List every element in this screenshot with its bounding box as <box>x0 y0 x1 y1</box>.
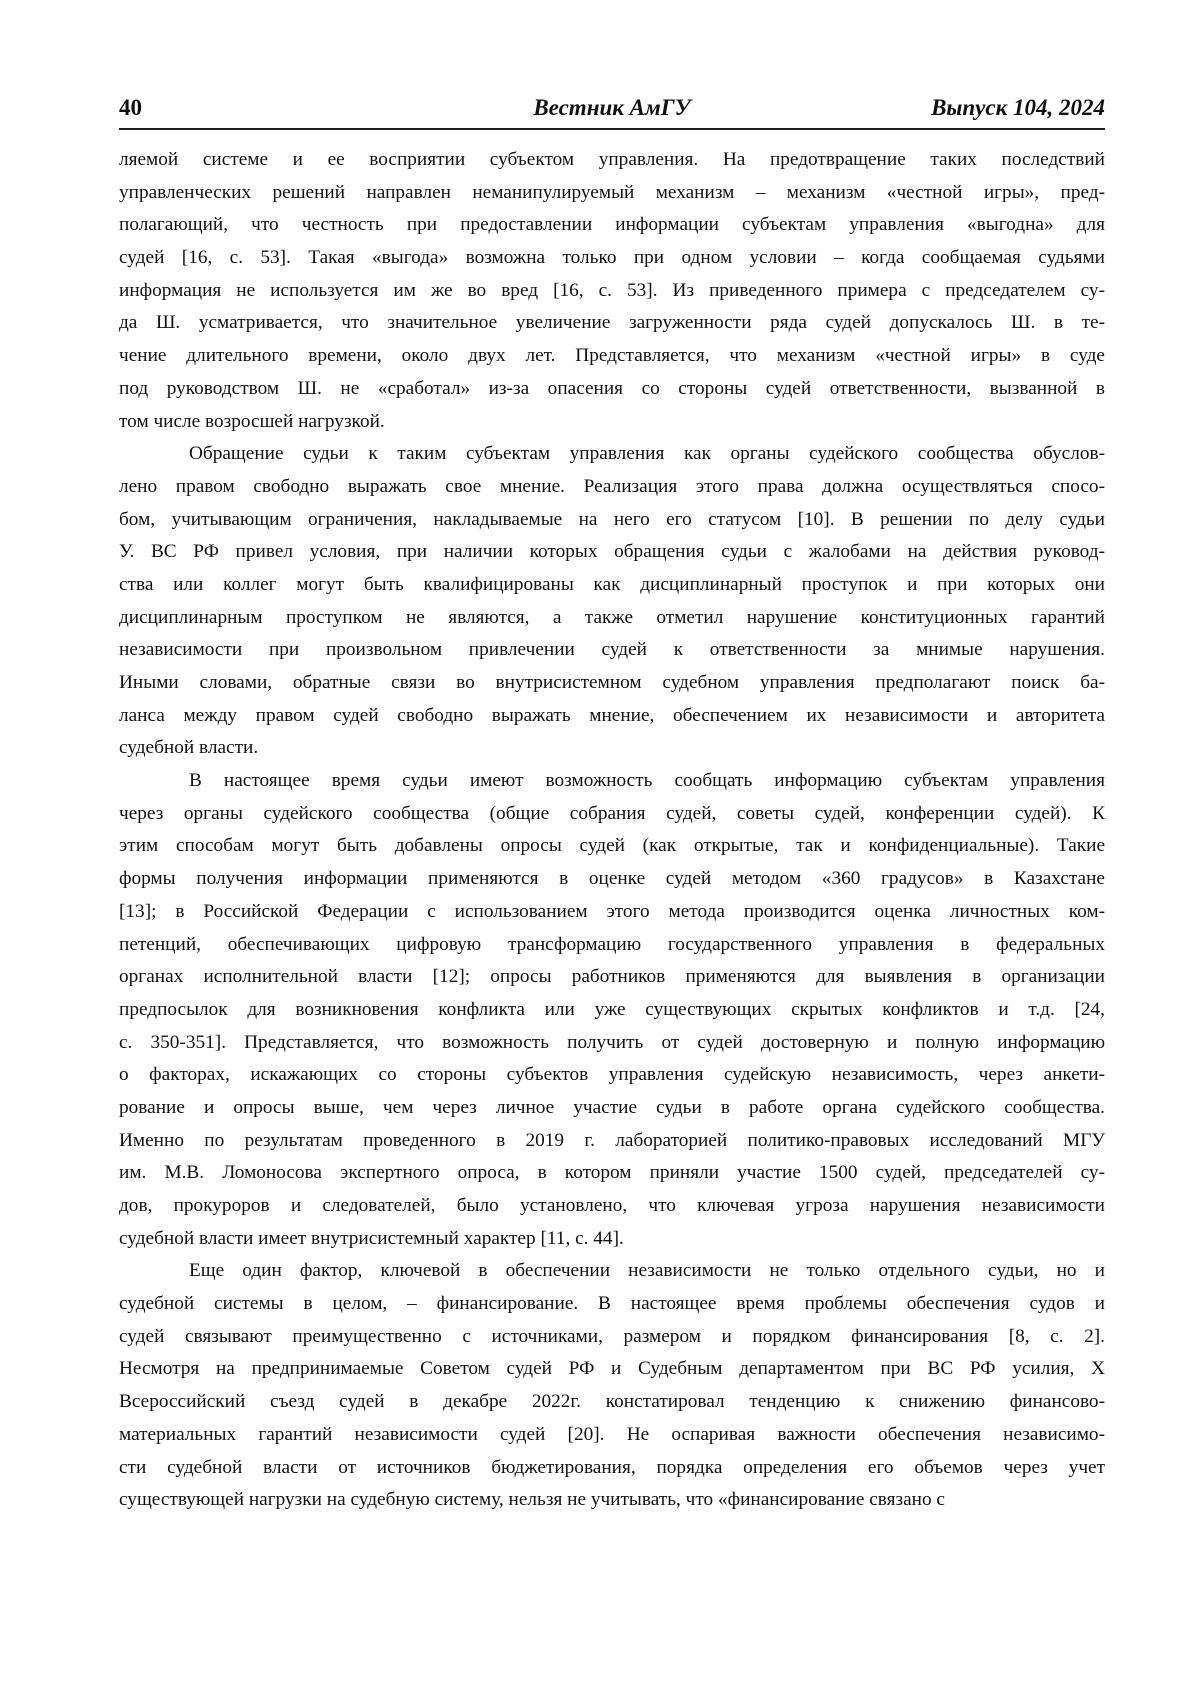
text-line: под руководством Ш. не «сработал» из-за опасения со стороны судей ответственности, вызванной в <box>119 377 1105 399</box>
text-line: Именно по результатам проведенного в 2019 г. лабораторией политико-правовых исследований МГУ <box>119 1129 1105 1151</box>
text-line: бом, учитывающим ограничения, накладываемые на него его статусом [10]. В решении по делу судьи <box>119 508 1105 530</box>
text-line: да Ш. усматривается, что значительное увеличение загруженности ряда судей допускалось Ш. в те- <box>119 312 1105 334</box>
article-body <box>119 144 1105 1517</box>
paragraph <box>119 144 1105 438</box>
text-line: предпосылок для возникновения конфликта или уже существующих скрытых конфликтов и т.д. [24, <box>119 998 1105 1020</box>
text-line: судебной власти имеет внутрисистемный характер [11, с. 44]. <box>119 1227 624 1249</box>
text-line: петенций, обеспечивающих цифровую трансформацию государственного управления в федеральных <box>119 933 1105 955</box>
text-line: дисциплинарным проступком не являются, а также отметил нарушение конституционных гарантий <box>119 606 1105 628</box>
paragraph <box>119 765 1105 1255</box>
text-line: рование и опросы выше, чем через личное участие судьи в работе органа судейского сообщества. <box>119 1096 1105 1118</box>
text-line: [13]; в Российской Федерации с использованием этого метода производится оценка личностных ком- <box>119 900 1105 922</box>
text-line: через органы судейского сообщества (общие собрания судей, советы судей, конференции судей). К <box>119 802 1105 824</box>
paragraph <box>119 438 1105 765</box>
text-line: независимости при произвольном привлечении судей к ответственности за мнимые нарушения. <box>119 639 1105 661</box>
text-line: полагающий, что честность при предоставлении информации субъектам управления «выгодна» для <box>119 214 1105 236</box>
text-line: судей [16, с. 53]. Такая «выгода» возможна только при одном условии – когда сообщаемая судьями <box>119 247 1105 269</box>
text-line: Всероссийский съезд судей в декабре 2022г. констатировал тенденцию к снижению финансово- <box>119 1391 1105 1413</box>
issue-label: Выпуск 104, 2024 <box>931 95 1105 120</box>
text-line: этим способам могут быть добавлены опросы судей (как открытые, так и конфиденциальные). Такие <box>119 835 1105 857</box>
running-header <box>119 94 1105 130</box>
text-line: Обращение судьи к таким субъектам управления как органы судейского сообщества обуслов- <box>189 443 1105 465</box>
text-line: ланса между правом судей свободно выражать мнение, обеспечением их независимости и авторитета <box>119 704 1105 726</box>
text-line: судей связывают преимущественно с источниками, размером и порядком финансирования [8, с. 2]. <box>119 1325 1105 1347</box>
text-line: У. ВС РФ привел условия, при наличии которых обращения судьи с жалобами на действия руковод- <box>119 541 1105 563</box>
text-line: ляемой системе и ее восприятии субъектом управления. На предотвращение таких последствий <box>119 149 1105 170</box>
text-line: информация не используется им же во вред [16, с. 53]. Из приведенного примера с председателем су- <box>119 279 1105 301</box>
text-line: том числе возросшей нагрузкой. <box>119 410 385 432</box>
text-line: управленческих решений направлен неманипулируемый механизм – механизм «честной игры», пред- <box>119 181 1105 203</box>
text-line: ства или коллег могут быть квалифицированы как дисциплинарный проступок и при которых они <box>119 573 1105 595</box>
text-line: судебной системы в целом, – финансирование. В настоящее время проблемы обеспечения судов и <box>119 1293 1105 1315</box>
paragraph <box>119 1255 1105 1517</box>
text-line: органах исполнительной власти [12]; опросы работников применяются для выявления в организации <box>119 966 1105 988</box>
text-line: с. 350-351]. Представляется, что возможность получить от судей достоверную и полную информацию <box>119 1031 1105 1053</box>
text-line: существующей нагрузки на судебную систему, нельзя не учитывать, что «финансирование связано с <box>119 1489 945 1511</box>
text-line: чение длительного времени, около двух лет. Представляется, что механизм «честной игры» в суде <box>119 345 1105 367</box>
text-line: материальных гарантий независимости судей [20]. Не оспаривая важности обеспечения независимо- <box>119 1423 1105 1445</box>
page-number: 40 <box>119 95 142 120</box>
text-line: Несмотря на предпринимаемые Советом судей РФ и Судебным департаментом при ВС РФ усилия, X <box>119 1358 1105 1380</box>
journal-title: Вестник АмГУ <box>533 95 691 120</box>
text-line: судебной власти. <box>119 737 259 759</box>
text-line: формы получения информации применяются в оценке судей методом «360 градусов» в Казахстане <box>119 868 1105 890</box>
text-line: Еще один фактор, ключевой в обеспечении независимости не только отдельного судьи, но и <box>189 1260 1105 1282</box>
text-line: лено правом свободно выражать свое мнение. Реализация этого права должна осуществляться спосо- <box>119 475 1105 497</box>
text-line: сти судебной власти от источников бюджетирования, порядка определения его объемов через учет <box>119 1456 1105 1478</box>
text-line: им. М.В. Ломоносова экспертного опроса, в котором приняли участие 1500 судей, председателей су- <box>119 1162 1105 1184</box>
text-line: В настоящее время судьи имеют возможность сообщать информацию субъектам управления <box>189 770 1105 792</box>
text-line: дов, прокуроров и следователей, было установлено, что ключевая угроза нарушения независимости <box>119 1195 1105 1216</box>
text-line: о факторах, искажающих со стороны субъектов управления судейскую независимость, через анкети- <box>119 1064 1105 1086</box>
text-line: Иными словами, обратные связи во внутрисистемном судебном управления предполагают поиск ба- <box>119 672 1105 693</box>
